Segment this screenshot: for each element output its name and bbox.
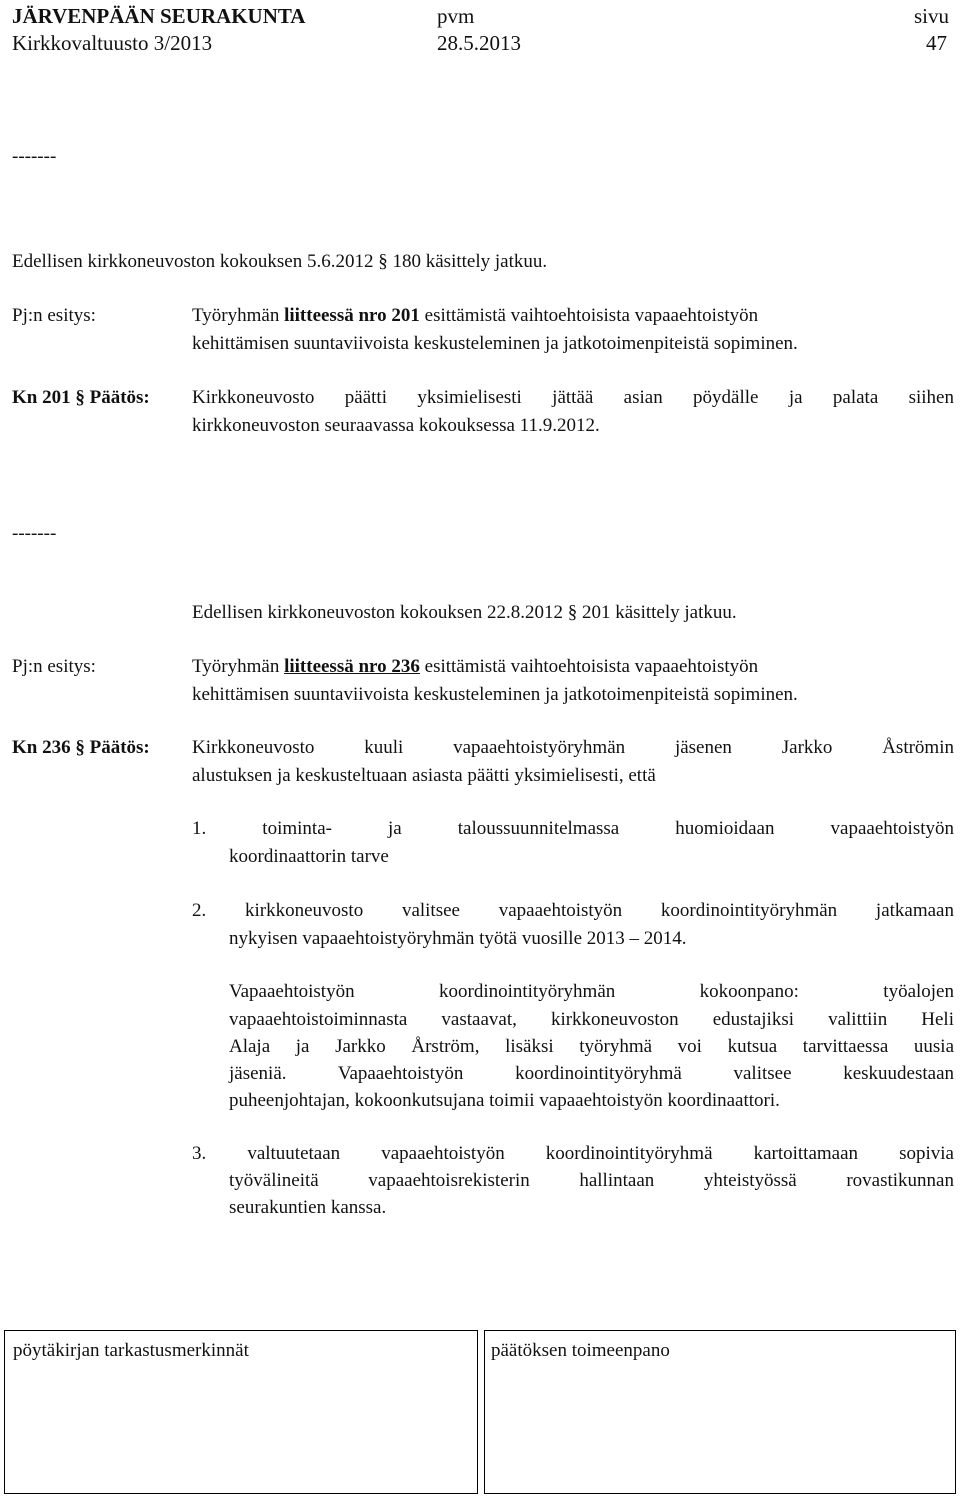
- meeting-date: 28.5.2013: [437, 31, 521, 55]
- review-marks-box: [4, 1330, 478, 1494]
- separator: -------: [12, 523, 57, 544]
- meeting-identifier: Kirkkovaltuusto 3/2013: [12, 31, 213, 55]
- composition-paragraph-line: Vapaaehtoistyön koordinointityöryhmän kokoonpano: työalojen: [229, 981, 954, 1002]
- implementation-box: [484, 1330, 956, 1494]
- section2-proposal-line1: [192, 653, 758, 681]
- section1-proposal-line1: [192, 302, 758, 330]
- section1-attachment-ref: liitteessä nro 201: [284, 305, 420, 326]
- review-marks-label: pöytäkirjan tarkastusmerkinnät: [13, 1340, 249, 1361]
- section2-intro: Edellisen kirkkoneuvoston kokouksen 22.8.2012 § 201 käsittely jatkuu.: [192, 602, 737, 623]
- section1-decision-line2: kirkkoneuvoston seuraavassa kokouksessa 11.9.2012.: [192, 415, 600, 436]
- section1-decision-line1: Kirkkoneuvosto päätti yksimielisesti jättää asian pöydälle ja palata siihen: [192, 387, 954, 408]
- section2-decision-label: Kn 236 § Päätös:: [12, 737, 150, 758]
- decision-item-1-line2: koordinaattorin tarve: [229, 846, 389, 867]
- composition-paragraph-line: Alaja ja Jarkko Årström, lisäksi työryhmä voi kutsua tarvittaessa uusia: [229, 1036, 954, 1057]
- section2-proposal-post: esittämistä vaihtoehtoisista vapaaehtoistyön: [419, 656, 759, 677]
- section1-decision-label: Kn 201 § Päätös:: [12, 387, 150, 408]
- section2-proposal-label: Pj:n esitys:: [12, 656, 96, 677]
- separator: -------: [12, 146, 57, 167]
- decision-item-2-line1: 2. kirkkoneuvosto valitsee vapaaehtoistyön koordinointityöryhmän jatkamaan: [192, 900, 954, 921]
- section2-decision-line2: alustuksen ja keskusteltuaan asiasta päätti yksimielisesti, että: [192, 765, 656, 786]
- composition-paragraph-line: vapaaehtoistoiminnasta vastaavat, kirkkoneuvoston edustajiksi valittiin Heli: [229, 1009, 954, 1030]
- page-label: sivu: [914, 4, 950, 28]
- section1-proposal-line2: kehittämisen suuntaviivoista keskusteleminen ja jatkotoimenpiteistä sopiminen.: [192, 333, 798, 354]
- decision-item-1-line1: 1. toiminta- ja taloussuunnitelmassa huomioidaan vapaaehtoistyön: [192, 818, 954, 839]
- section1-proposal-post: esittämistä vaihtoehtoisista vapaaehtoistyön: [419, 305, 759, 326]
- section2-proposal-pre: Työryhmän: [192, 656, 285, 677]
- composition-paragraph-line: puheenjohtajan, kokoonkutsujana toimii vapaaehtoistyön koordinaattori.: [229, 1090, 780, 1111]
- decision-item-3-line3: seurakuntien kanssa.: [229, 1197, 387, 1218]
- decision-item-3-line1: 3. valtuutetaan vapaaehtoistyön koordinointityöryhmä kartoittamaan sopivia: [192, 1143, 954, 1164]
- section1-intro: Edellisen kirkkoneuvoston kokouksen 5.6.2012 § 180 käsittely jatkuu.: [12, 251, 548, 272]
- page-number: 47: [926, 31, 947, 55]
- date-label: pvm: [437, 4, 475, 28]
- section2-decision-line1: Kirkkoneuvosto kuuli vapaaehtoistyöryhmän jäsenen Jarkko Åströmin: [192, 737, 954, 758]
- section2-proposal-line2: kehittämisen suuntaviivoista keskusteleminen ja jatkotoimenpiteistä sopiminen.: [192, 684, 798, 705]
- section1-proposal-label: Pj:n esitys:: [12, 305, 96, 326]
- organization-name: JÄRVENPÄÄN SEURAKUNTA: [12, 4, 306, 28]
- composition-paragraph-line: jäseniä. Vapaaehtoistyön koordinointityöryhmä valitsee keskuudestaan: [229, 1063, 954, 1084]
- implementation-label: päätöksen toimeenpano: [491, 1340, 670, 1361]
- decision-item-3-line2: työvälineitä vapaaehtoisrekisterin hallintaan yhteistyössä rovastikunnan: [229, 1170, 954, 1191]
- section1-proposal-pre: Työryhmän: [192, 305, 285, 326]
- section2-attachment-link[interactable]: liitteessä nro 236: [284, 656, 420, 677]
- decision-item-2-line2: nykyisen vapaaehtoistyöryhmän työtä vuosille 2013 – 2014.: [229, 928, 687, 949]
